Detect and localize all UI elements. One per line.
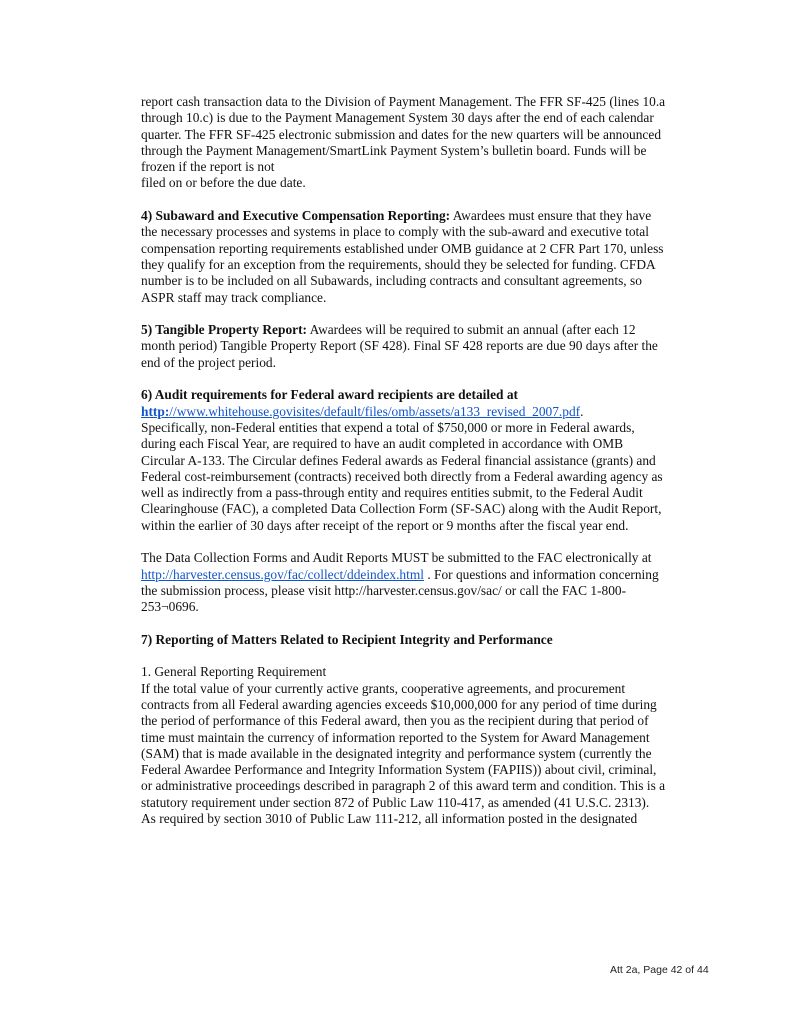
text-line: end of the project period. — [141, 354, 276, 370]
text-line: If the total value of your currently active grants, cooperative agreements, and procurement — [141, 680, 626, 696]
text-run: . — [580, 403, 584, 419]
text-line: ASPR staff may track compliance. — [141, 289, 327, 305]
text-line: through 10.c) is due to the Payment Management System 30 days after the end of each calendar — [141, 110, 654, 126]
section-heading: 4) Subaward and Executive Compensation Reporting: — [141, 208, 451, 224]
text-line: the period of performance of this Federal award, then you as the recipient during that period of — [141, 713, 649, 729]
text-line: within the earlier of 30 days after receipt of the report or 9 months after the fiscal year end. — [141, 517, 629, 533]
text-line: Circular A-133. The Circular defines Federal awards as Federal financial assistance (grants) and — [141, 452, 656, 468]
link-scheme: http: — [141, 403, 170, 419]
paragraph-general-reporting — [141, 664, 721, 827]
text-line — [141, 567, 721, 583]
text-line: As required by section 3010 of Public Law 111-212, all information posted in the designated — [141, 811, 638, 827]
text-line: or administrative proceedings described in paragraph 2 of this award term and condition. This is a — [141, 778, 666, 794]
text-line: time must maintain the currency of information reported to the System for Award Management — [141, 729, 650, 745]
text-line: Specifically, non-Federal entities that expend a total of $750,000 or more in Federal awards, — [141, 419, 635, 435]
text-line: the necessary processes and systems in place to comply with the sub-award and executive total — [141, 224, 649, 240]
text-line: The Data Collection Forms and Audit Reports MUST be submitted to the FAC electronically at — [141, 550, 652, 566]
section-recipient-integrity — [141, 632, 721, 648]
text-line: through the Payment Management/SmartLink Payment System’s bulletin board. Funds will be — [141, 142, 647, 158]
text-line: Clearinghouse (FAC), a completed Data Collection Form (SF-SAC) along with the Audit Report, — [141, 501, 662, 517]
text-line: Federal Awardee Performance and Integrity Information System (FAPIIS)) about civil, criminal, — [141, 762, 657, 778]
text-line: 253¬0696. — [141, 599, 199, 615]
text-line: contracts from all Federal awarding agencies exceeds $10,000,000 for any period of time during — [141, 696, 657, 712]
paragraph-data-collection — [141, 550, 721, 615]
section-subaward-reporting — [141, 208, 721, 306]
text-line: compensation reporting requirements established under OMB guidance at 2 CFR Part 170, unless — [141, 240, 664, 256]
text-line: they qualify for an exception from the requirements, should they be selected for funding. CFDA — [141, 256, 656, 272]
text-run: Awardees must ensure that they have — [450, 208, 652, 224]
text-line: during each Fiscal Year, are required to have an audit completed in accordance with OMB — [141, 436, 624, 452]
text-line: frozen if the report is not — [141, 159, 275, 175]
document-body — [141, 94, 721, 844]
fac-collect-link[interactable]: http://harvester.census.gov/fac/collect/ddeindex.html — [141, 566, 424, 582]
text-line: filed on or before the due date. — [141, 175, 306, 191]
section-heading: 7) Reporting of Matters Related to Recipient Integrity and Performance — [141, 631, 553, 647]
link-path: //www.whitehouse.govisites/default/files/omb/assets/a133_revised_2007.pdf — [169, 403, 581, 419]
section-audit-requirements — [141, 387, 721, 534]
section-tangible-property — [141, 322, 721, 371]
paragraph-ffr-report — [141, 94, 721, 192]
text-run: Awardees will be required to submit an annual (after each 12 — [307, 322, 636, 338]
text-line: Federal cost-reimbursement (contracts) received both directly from a Federal awarding agency as — [141, 468, 663, 484]
text-line — [141, 322, 721, 338]
text-line: quarter. The FFR SF-425 electronic submission and dates for the new quarters will be announced — [141, 126, 662, 142]
omb-circular-link[interactable] — [141, 404, 580, 419]
text-line: report cash transaction data to the Division of Payment Management. The FFR SF-425 (lines 10.a — [141, 94, 666, 109]
text-line: the submission process, please visit http://harvester.census.gov/sac/ or call the FAC 1-800- — [141, 582, 627, 598]
text-line: statutory requirement under section 872 of Public Law 110-417, as amended (41 U.S.C. 2313). — [141, 794, 650, 810]
text-line — [141, 404, 721, 420]
text-line: well as indirectly from a pass-through entity and requires entities submit, to the Federal Audit — [141, 485, 643, 501]
subsection-heading: 1. General Reporting Requirement — [141, 664, 327, 680]
text-run: . For questions and information concerning — [423, 566, 659, 582]
section-heading: 5) Tangible Property Report: — [141, 322, 308, 338]
text-line — [141, 208, 721, 224]
text-line: month period) Tangible Property Report (SF 428). Final SF 428 reports are due 90 days after the — [141, 338, 658, 354]
text-line: number is to be included on all Subawards, including contracts and consultant agreements, so — [141, 273, 642, 289]
page-footer: Att 2a, Page 42 of 44 — [610, 964, 709, 976]
text-line: (SAM) that is made available in the designated integrity and performance system (currently the — [141, 745, 652, 761]
section-heading: 6) Audit requirements for Federal award recipients are detailed at — [141, 387, 518, 403]
